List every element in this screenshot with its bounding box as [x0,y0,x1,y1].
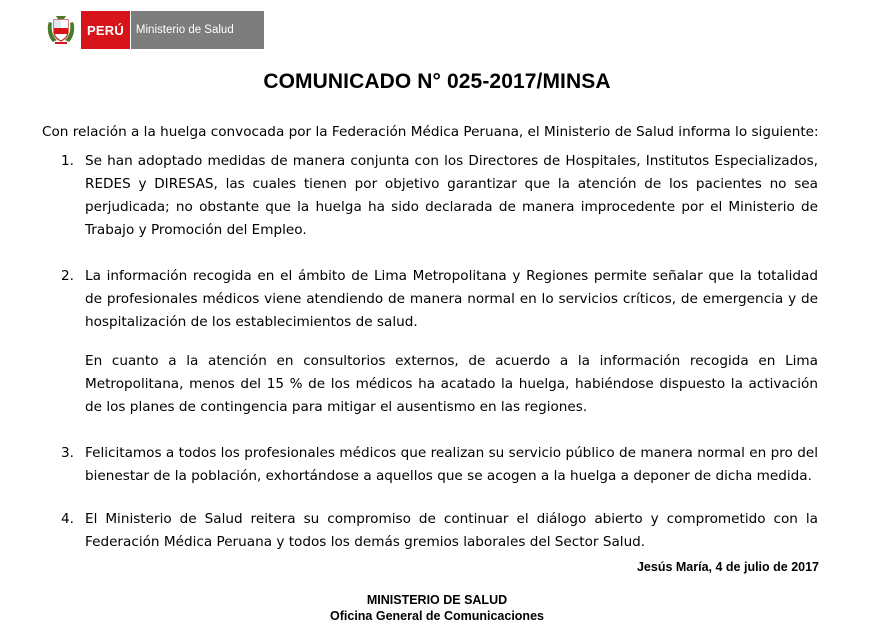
signature-org: MINISTERIO DE SALUD [366,593,508,607]
brand-banner [81,11,264,49]
signature-block [0,592,874,624]
intro-paragraph: Con relación a la huelga convocada por la Federación Médica Peruana, el Ministerio de Salud informa lo siguiente: [42,124,819,140]
item-number: 4. [61,511,74,527]
ministry-label: Ministerio de Salud [130,11,264,49]
item-paragraph: La información recogida en el ámbito de Lima Metropolitana y Regiones permite señalar que la totalidad de profesionales médicos viene atendiendo de manera normal en lo servicios críticos, de emergencia y de hospitalización de los establecimientos de salud. [85,268,818,330]
list-item [61,442,818,488]
document-title: COMUNICADO N° 025-2017/MINSA [263,70,611,93]
item-paragraph: Se han adoptado medidas de manera conjunta con los Directores de Hospitales, Institutos Especializados, REDES y DIRESAS, las cuales tienen por objetivo garantizar que la atención de los pacientes no sea perjudicada; no obstante que la huelga ha sido declarada de manera improcedente por el Ministerio de Trabajo y Promoción del Empleo. [85,153,818,238]
item-number: 2. [61,268,74,284]
signature-office: Oficina General de Comunicaciones [330,609,544,623]
page-header [43,10,264,50]
item-paragraph: El Ministerio de Salud reitera su compromiso de continuar el diálogo abierto y comprometido con la Federación Médica Peruana y todos los demás gremios laborales del Sector Salud. [85,511,818,550]
country-label: PERÚ [81,11,130,49]
list-item [61,508,818,554]
item-paragraph: Felicitamos a todos los profesionales médicos que realizan su servicio público de manera normal en pro del bienestar de la población, exhortándose a aquellos que se acogen a la huelga a deponer de dicha medida. [85,445,818,484]
list-item [61,150,818,242]
item-number: 3. [61,445,74,461]
place-date: Jesús María, 4 de julio de 2017 [636,560,819,574]
item-number: 1. [61,153,74,169]
item-list [61,150,818,554]
coat-of-arms-icon [43,12,79,48]
item-paragraph: En cuanto a la atención en consultorios externos, de acuerdo a la información recogida en Lima Metropolitana, menos del 15 % de los médicos ha acatado la huelga, habiéndose dispuesto la activación de los planes de contingencia para mitigar el ausentismo en las regiones. [85,353,818,415]
list-item [61,265,818,419]
